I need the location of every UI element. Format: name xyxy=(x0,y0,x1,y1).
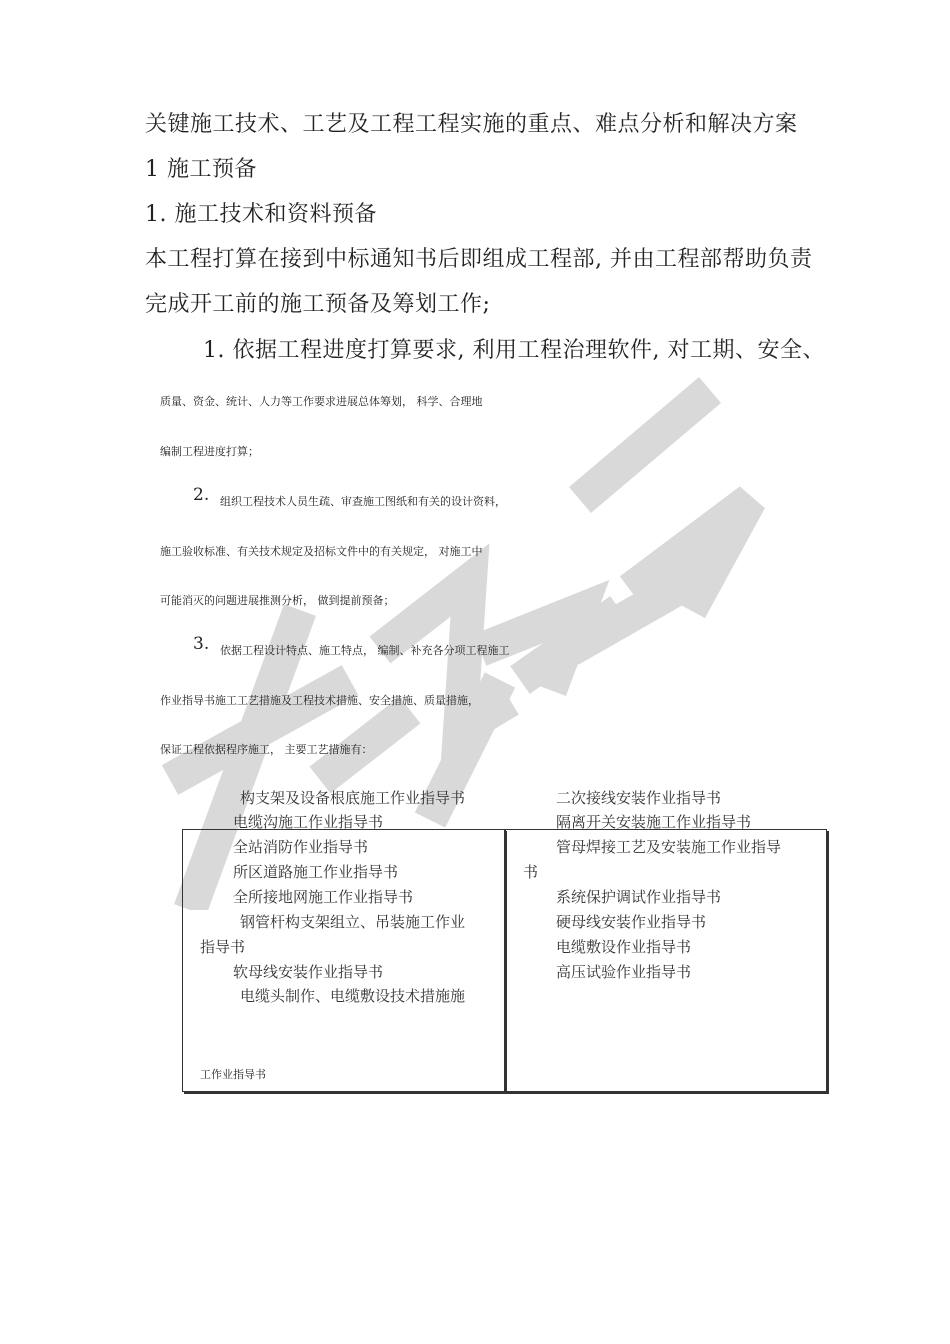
left-item-6: 钢管杆构支架组立、吊装施工作业 xyxy=(240,913,466,931)
left-item-2: 电缆沟施工作业指导书 xyxy=(233,813,384,831)
item-3-line-3: 保证工程依据程序施工， 主要工艺措施有： xyxy=(160,743,373,756)
right-item-6: 电缆敷设作业指导书 xyxy=(556,938,692,956)
item-2-number: 2. xyxy=(193,485,210,505)
item-2-line-2: 施工验收标准、有关技术规定及招标文件中的有关规定， 对施工中 xyxy=(160,545,483,558)
item-2-line-3: 可能消灭的问题进展推测分析， 做到提前预备； xyxy=(160,594,395,607)
left-item-4: 所区道路施工作业指导书 xyxy=(233,863,399,881)
left-item-8: 电缆头制作、电缆敷设技术措施施 xyxy=(240,987,466,1005)
right-item-2: 隔离开关安装施工作业指导书 xyxy=(556,813,752,831)
item-3-line-1: 依据工程设计特点、施工特点， 编制、补充各分项工程施工 xyxy=(220,644,510,657)
left-item-8-cont: 工作业指导书 xyxy=(200,1068,266,1081)
left-item-6-cont: 指导书 xyxy=(200,938,246,956)
item-1-line-1: 1. 依据工程进度打算要求, 利用工程治理软件, 对工期、安全、 xyxy=(203,338,825,363)
right-item-3-cont: 书 xyxy=(523,863,539,881)
item-1-line-2: 质量、资金、统计、人力等工作要求进展总体筹划， 科学、合理地 xyxy=(160,395,483,408)
document-title: 关键施工技术、工艺及工程工程实施的重点、难点分析和解决方案 xyxy=(145,112,798,137)
intro-paragraph-line-2: 完成开工前的施工预备及筹划工作; xyxy=(145,292,491,317)
left-item-3: 全站消防作业指导书 xyxy=(233,838,369,856)
item-1-line-3: 编制工程进度打算； xyxy=(160,445,259,458)
item-2-line-1: 组织工程技术人员生疏、审查施工图纸和有关的设计资料， xyxy=(220,495,506,508)
right-item-1: 二次接线安装作业指导书 xyxy=(556,789,722,807)
section-heading-1-1: 1. 施工技术和资料预备 xyxy=(145,202,377,227)
left-item-1: 构支架及设备根底施工作业指导书 xyxy=(240,789,466,807)
item-3-number: 3. xyxy=(193,634,210,654)
item-3-line-2: 作业指导书施工工艺措施及工程技术措施、安全措施、质量措施， xyxy=(160,694,479,707)
left-item-5: 全所接地网施工作业指导书 xyxy=(233,888,414,906)
right-item-3: 管母焊接工艺及安装施工作业指导 xyxy=(556,838,782,856)
left-item-7: 软母线安装作业指导书 xyxy=(233,963,384,981)
right-item-5: 硬母线安装作业指导书 xyxy=(556,913,707,931)
intro-paragraph-line-1: 本工程打算在接到中标通知书后即组成工程部, 并由工程部帮助负责 xyxy=(145,247,813,272)
section-heading-1: 1 施工预备 xyxy=(145,157,257,182)
right-item-7: 高压试验作业指导书 xyxy=(556,963,692,981)
right-item-4: 系统保护调试作业指导书 xyxy=(556,888,722,906)
